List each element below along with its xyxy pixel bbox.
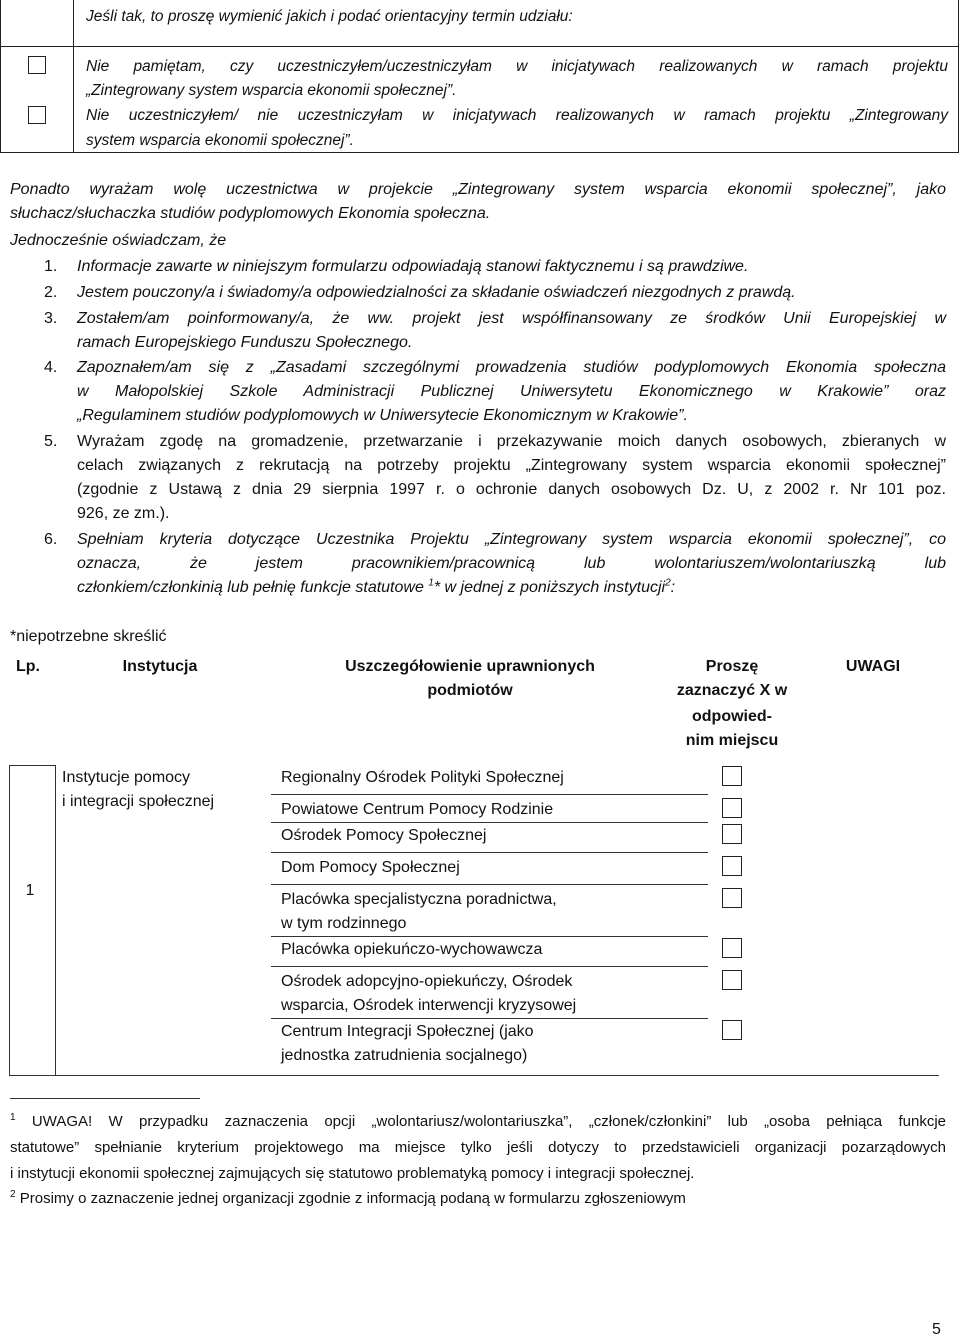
header-details-line1: Uszczegółowienie uprawnionych (345, 658, 595, 675)
top-table-border-left (0, 0, 1, 152)
option-dont-remember-line2: „Zintegrowany system wsparcia ekonomii społecznej”. (86, 82, 457, 99)
table-left-border (9, 765, 10, 1075)
table-bottom-line (9, 1075, 939, 1076)
entry-4-checkbox[interactable] (722, 856, 742, 876)
item-3-number: 3. (44, 310, 58, 327)
entry-6-line1: Placówka opiekuńczo-wychowawcza (281, 941, 543, 958)
entry-separator (271, 966, 708, 967)
institution-name-line2: i integracji społecznej (62, 793, 215, 810)
footnote-2-mark: 2 (10, 1189, 16, 1200)
page-number: 5 (932, 1321, 941, 1338)
row-number: 1 (25, 882, 35, 899)
header-mark-line4: nim miejscu (685, 732, 779, 749)
footnote-ref-1: 1 (428, 577, 434, 589)
entry-1-checkbox[interactable] (722, 766, 742, 786)
item-4-line3: „Regulaminem studiów podyplomowych w Uniwersytecie Ekonomicznym w Krakowie”. (77, 407, 688, 424)
footnote-1-mark: 1 (10, 1112, 16, 1123)
option-not-participated-line1: Nie uczestniczyłem/ nie uczestniczyłam w inicjatywach realizowanych w ramach projektu „Zintegrowany (86, 107, 948, 124)
footnote-2-text: Prosimy o zaznaczenie jednej organizacji zgodnie z informacją podaną w formularzu zgłoszeniowym (19, 1190, 686, 1207)
table-col-divider (55, 765, 56, 1075)
entry-2-line1: Powiatowe Centrum Pomocy Rodzinie (281, 801, 554, 818)
item-5-line3: (zgodnie z Ustawą z dnia 29 sierpnia 1997 r. o ochronie danych osobowych Dz. U, z 2002 r. Nr 101 poz. (77, 481, 946, 498)
entry-7-line2: wsparcia, Ośrodek interwencji kryzysowej (281, 997, 577, 1014)
footnote-1-line2: statutowe” spełnianie kryterium projektowego ma miejsce tylko jeśli dotyczy to przedstawicieli organizacji pozarządowych (10, 1139, 946, 1156)
unneeded-note: *niepotrzebne skreślić (10, 628, 167, 645)
top-table-divider (73, 0, 74, 152)
header-mark-line1: Proszę (705, 658, 759, 675)
entry-7-line1: Ośrodek adopcyjno-opiekuńczy, Ośrodek (281, 973, 573, 990)
footnote-separator (10, 1098, 200, 1099)
option-checkbox-not-participated[interactable] (28, 106, 46, 124)
entry-2-checkbox[interactable] (722, 798, 742, 818)
entry-8-line1: Centrum Integracji Społecznej (jako (281, 1023, 534, 1040)
participation-question: Jeśli tak, to proszę wymienić jakich i podać orientacyjny termin udziału: (86, 8, 573, 25)
declaration-intro-line2: słuchacz/słuchaczka studiów podyplomowych Ekonomia społeczna. (10, 205, 491, 222)
header-mark-line2: zaznaczyć X w (676, 682, 788, 699)
header-details-line2: podmiotów (427, 682, 513, 699)
option-dont-remember-line1: Nie pamiętam, czy uczestniczyłem/uczestniczyłam w inicjatywach realizowanych w ramach projektu (86, 58, 948, 75)
entry-8-line2: jednostka zatrudnienia socjalnego) (281, 1047, 528, 1064)
item-6-line3-a: członkiem/członkinią lub pełnię funkcje statutowe (77, 579, 429, 596)
header-institution: Instytucja (122, 658, 198, 675)
table-top-line (9, 765, 56, 766)
entry-8-checkbox[interactable] (722, 1020, 742, 1040)
item-2-text: Jestem pouczony/a i świadomy/a odpowiedzialności za składanie oświadczeń niezgodnych z prawdą. (77, 284, 796, 301)
entry-4-line1: Dom Pomocy Społecznej (281, 859, 460, 876)
entry-3-line1: Ośrodek Pomocy Społecznej (281, 827, 487, 844)
entry-separator (271, 884, 708, 885)
entry-separator (271, 936, 708, 937)
item-3-line2: ramach Europejskiego Funduszu Społecznego. (77, 334, 413, 351)
item-6-line3 (77, 576, 946, 600)
institution-name-line1: Instytucje pomocy (62, 769, 191, 786)
entry-separator (271, 852, 708, 853)
entry-6-checkbox[interactable] (722, 938, 742, 958)
entry-5-line2: w tym rodzinnego (281, 915, 407, 932)
header-lp: Lp. (16, 658, 40, 675)
item-4-number: 4. (44, 359, 58, 376)
entry-separator (271, 794, 708, 795)
option-checkbox-dont-remember[interactable] (28, 56, 46, 74)
footnote-1-line1-text: UWAGA! W przypadku zaznaczenia opcji „wolontariusz/wolontariuszka”, „członek/członkini” lub „osoba pełniąca funkcje (31, 1113, 947, 1130)
item-6-line3-b: * w jednej z poniższych instytucji (433, 579, 666, 596)
footnote-2 (10, 1187, 946, 1211)
option-not-participated-line2: system wsparcia ekonomii społecznej”. (86, 132, 354, 149)
item-4-line1: Zapoznałem/am się z „Zasadami szczególnymi prowadzenia studiów podyplomowych Ekonomia społeczna (77, 359, 946, 376)
header-mark-line3: odpowied- (692, 708, 772, 725)
item-2-number: 2. (44, 284, 58, 301)
item-6-line1: Spełniam kryteria dotyczące Uczestnika Projektu „Zintegrowany system wsparcia ekonomii społecznej”, co (77, 531, 946, 548)
entry-5-checkbox[interactable] (722, 888, 742, 908)
declaration-intro-line1: Ponadto wyrażam wolę uczestnictwa w projekcie „Zintegrowany system wsparcia ekonomii społecznej”, jako (10, 181, 946, 198)
item-5-line4: 926, ze zm.). (77, 505, 170, 522)
top-table-row-line (0, 46, 959, 47)
footnote-1-line1 (10, 1110, 946, 1134)
item-6-line3-c: : (670, 579, 676, 596)
entry-separator (271, 822, 708, 823)
item-5-line2: celach związanych z rekrutacją na potrzeby projektu „Zintegrowany system wsparcia ekonomii społecznej” (77, 457, 946, 474)
item-3-line1: Zostałem/am poinformowany/a, że ww. projekt jest współfinansowany ze środków Unii Europejskiej w (77, 310, 946, 327)
entry-1-line1: Regionalny Ośrodek Polityki Społecznej (281, 769, 564, 786)
entry-5-line1: Placówka specjalistyczna poradnictwa, (281, 891, 557, 908)
entry-7-checkbox[interactable] (722, 970, 742, 990)
item-4-line2: w Małopolskiej Szkole Administracji Publicznej Uniwersytetu Ekonomicznego w Krakowie” oraz (77, 383, 946, 400)
entry-3-checkbox[interactable] (722, 824, 742, 844)
item-6-number: 6. (44, 531, 58, 548)
footnote-1-line3: i instytucji ekonomii społecznej zajmujących się statutowo problematyką pomocy i integracji społecznej. (10, 1165, 695, 1182)
declaration-also: Jednocześnie oświadczam, że (10, 232, 227, 249)
header-notes: UWAGI (845, 658, 901, 675)
item-6-line2: oznacza, że jestem pracownikiem/pracownicą lub wolontariuszem/wolontariuszką lub (77, 555, 946, 572)
top-table-border-right (958, 0, 959, 152)
item-1-number: 1. (44, 258, 58, 275)
footnote-ref-2: 2 (665, 577, 671, 589)
entry-separator (271, 1018, 708, 1019)
item-5-line1: Wyrażam zgodę na gromadzenie, przetwarzanie i przekazywanie moich danych osobowych, zbieranych w (77, 433, 946, 450)
item-5-number: 5. (44, 433, 58, 450)
item-1-text: Informacje zawarte w niniejszym formularzu odpowiadają stanowi faktycznemu i są prawdziwe. (77, 258, 749, 275)
